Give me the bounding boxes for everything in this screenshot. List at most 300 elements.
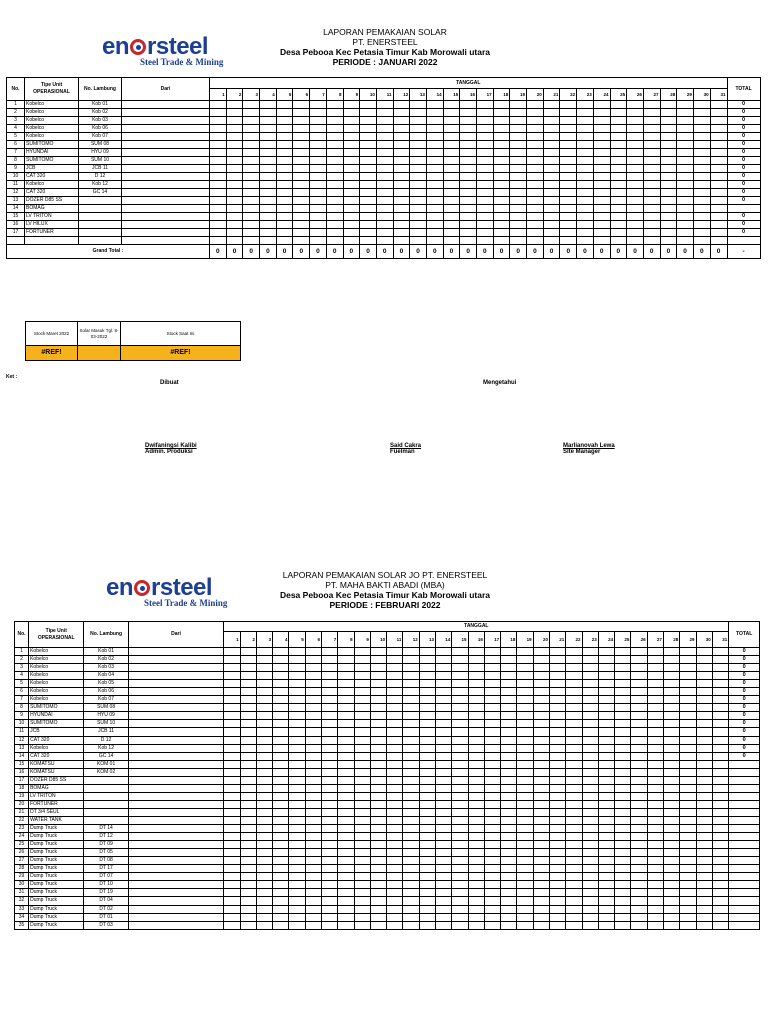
day-cell [338, 808, 354, 816]
day-cell [647, 808, 663, 816]
day-cell [403, 921, 419, 929]
day-cell [484, 656, 500, 664]
row-no-lambung: D 12 [84, 736, 128, 744]
day-cell [240, 849, 256, 857]
day-cell [260, 133, 277, 141]
day-cell [493, 181, 510, 189]
day-cell [527, 189, 544, 197]
day-cell [256, 921, 272, 929]
day-cell [419, 881, 435, 889]
day-cell [322, 800, 338, 808]
day-cell [680, 728, 696, 736]
day-cell [663, 825, 679, 833]
day-cell [517, 841, 533, 849]
table-row [15, 816, 760, 824]
table-row [15, 865, 760, 873]
day-cell [338, 760, 354, 768]
day-cell [310, 213, 327, 221]
day-cell [256, 841, 272, 849]
day-cell [256, 913, 272, 921]
day-cell [477, 181, 494, 189]
day-cell [677, 221, 694, 229]
day-cell [712, 680, 729, 688]
day-cell [305, 825, 321, 833]
day-cell [256, 800, 272, 808]
day-cell [468, 784, 484, 792]
day-cell [256, 720, 272, 728]
day-cell [293, 181, 310, 189]
row-no-lambung: DT 08 [84, 857, 128, 865]
day-cell [663, 849, 679, 857]
day-cell [533, 881, 549, 889]
row-dari [128, 897, 224, 905]
day-cell [426, 165, 443, 173]
row-total [729, 792, 760, 800]
day-cell [710, 141, 727, 149]
grand-total-day: 0 [593, 244, 610, 258]
day-cell [403, 913, 419, 921]
day-cell [501, 792, 517, 800]
day-cell [326, 109, 343, 117]
day-cell [677, 229, 694, 237]
blank-cell [276, 237, 293, 245]
day-cell [663, 720, 679, 728]
day-cell [663, 784, 679, 792]
day-cell [693, 133, 710, 141]
day-cell [443, 197, 460, 205]
day-cell [643, 133, 660, 141]
day-cell [712, 664, 729, 672]
signatory-fuelman-role: Fuelman [390, 449, 415, 455]
day-cell [660, 221, 677, 229]
day-cell [517, 784, 533, 792]
table-row [7, 157, 761, 165]
day-cell [426, 117, 443, 125]
day-cell [322, 696, 338, 704]
day-cell [680, 744, 696, 752]
day-cell [224, 720, 240, 728]
day-cell [289, 704, 305, 712]
day-cell [393, 197, 410, 205]
grand-total-day: 0 [543, 244, 560, 258]
day-cell [273, 865, 289, 873]
day-cell [710, 229, 727, 237]
day-cell [680, 752, 696, 760]
row-no: 12 [7, 189, 25, 197]
table-row [7, 205, 761, 213]
day-cell [663, 792, 679, 800]
day-cell [260, 141, 277, 149]
day-cell [354, 720, 370, 728]
day-header: 27 [643, 89, 660, 101]
day-cell [615, 664, 631, 672]
day-cell [260, 117, 277, 125]
header-tanggal: TANGGAL [224, 622, 729, 632]
day-cell [696, 889, 712, 897]
day-cell [436, 913, 452, 921]
day-cell [677, 133, 694, 141]
day-cell [370, 913, 386, 921]
day-cell [326, 229, 343, 237]
day-cell [360, 133, 377, 141]
day-cell [354, 873, 370, 881]
day-cell [517, 825, 533, 833]
day-cell [582, 720, 598, 728]
table-row [7, 213, 761, 221]
row-no: 3 [15, 664, 29, 672]
day-cell [647, 897, 663, 905]
day-cell [527, 197, 544, 205]
day-cell [210, 189, 227, 197]
day-cell [224, 897, 240, 905]
day-cell [615, 680, 631, 688]
day-cell [376, 189, 393, 197]
day-cell [643, 229, 660, 237]
day-cell [370, 720, 386, 728]
row-no-lambung [84, 800, 128, 808]
day-cell [343, 213, 360, 221]
day-cell [443, 109, 460, 117]
day-cell [468, 720, 484, 728]
day-cell [393, 221, 410, 229]
day-cell [243, 125, 260, 133]
day-cell [527, 165, 544, 173]
table-row [15, 921, 760, 929]
day-cell [305, 768, 321, 776]
day-cell [426, 213, 443, 221]
day-cell [273, 881, 289, 889]
row-no: 18 [15, 784, 29, 792]
row-dari [122, 213, 210, 221]
day-cell [403, 736, 419, 744]
day-cell [210, 133, 227, 141]
row-total [727, 205, 760, 213]
day-cell [256, 881, 272, 889]
day-cell [452, 744, 468, 752]
day-cell [615, 889, 631, 897]
table-row [15, 672, 760, 680]
day-cell [243, 229, 260, 237]
grand-total-day: 0 [510, 244, 527, 258]
day-cell [712, 897, 729, 905]
day-cell [510, 173, 527, 181]
day-cell [426, 149, 443, 157]
day-cell [593, 189, 610, 197]
day-cell [322, 688, 338, 696]
day-cell [387, 800, 403, 808]
day-cell [338, 825, 354, 833]
day-cell [387, 664, 403, 672]
row-total [729, 808, 760, 816]
day-cell [370, 760, 386, 768]
row-dari [128, 913, 224, 921]
day-cell [322, 744, 338, 752]
day-cell [566, 696, 582, 704]
day-cell [696, 841, 712, 849]
day-cell [305, 873, 321, 881]
day-cell [273, 792, 289, 800]
day-cell [549, 873, 565, 881]
day-cell [615, 712, 631, 720]
day-cell [260, 165, 277, 173]
day-cell [615, 849, 631, 857]
day-header: 4 [273, 632, 289, 648]
day-cell [560, 213, 577, 221]
day-cell [493, 229, 510, 237]
row-no-lambung: SUM 10 [84, 720, 128, 728]
day-cell [560, 229, 577, 237]
day-cell [501, 816, 517, 824]
row-dari [122, 133, 210, 141]
day-cell [293, 173, 310, 181]
day-cell [322, 905, 338, 913]
day-cell [647, 720, 663, 728]
day-cell [326, 189, 343, 197]
day-cell [598, 712, 614, 720]
day-header: 28 [660, 89, 677, 101]
row-dari [128, 816, 224, 824]
row-no: 16 [7, 221, 25, 229]
row-no-lambung: Kob 06 [84, 688, 128, 696]
day-cell [360, 165, 377, 173]
day-cell [410, 109, 427, 117]
day-cell [560, 181, 577, 189]
row-total: 0 [727, 101, 760, 109]
day-cell [468, 857, 484, 865]
day-cell [615, 913, 631, 921]
day-cell [660, 101, 677, 109]
day-cell [468, 841, 484, 849]
stock-header-march: Stock Maret 2022 [26, 322, 78, 346]
day-cell [660, 205, 677, 213]
row-tipe-unit: SUMITOMO [25, 141, 79, 149]
blank-cell [443, 237, 460, 245]
day-cell [543, 221, 560, 229]
day-cell [533, 752, 549, 760]
day-cell [426, 125, 443, 133]
blank-cell [393, 237, 410, 245]
day-cell [452, 728, 468, 736]
day-cell [387, 752, 403, 760]
mengetahui-label: Mengetahui [483, 380, 517, 386]
day-cell [322, 768, 338, 776]
day-cell [680, 913, 696, 921]
day-cell [452, 825, 468, 833]
row-no-lambung: Kob 12 [84, 744, 128, 752]
day-cell [631, 905, 647, 913]
day-cell [631, 825, 647, 833]
day-cell [452, 889, 468, 897]
day-cell [566, 913, 582, 921]
day-cell [517, 857, 533, 865]
day-cell [354, 736, 370, 744]
day-cell [663, 800, 679, 808]
row-total: 0 [729, 672, 760, 680]
day-cell [224, 889, 240, 897]
day-cell [593, 173, 610, 181]
day-cell [468, 913, 484, 921]
stock-value-incoming [78, 346, 121, 361]
row-total: 0 [727, 109, 760, 117]
day-cell [393, 173, 410, 181]
day-cell [598, 664, 614, 672]
day-cell [533, 921, 549, 929]
day-header: 10 [360, 89, 377, 101]
row-dari [128, 696, 224, 704]
day-cell [549, 897, 565, 905]
day-cell [273, 776, 289, 784]
table-row [15, 712, 760, 720]
day-cell [243, 197, 260, 205]
day-cell [712, 889, 729, 897]
day-cell [517, 897, 533, 905]
day-cell [598, 921, 614, 929]
day-cell [289, 857, 305, 865]
day-cell [210, 181, 227, 189]
day-cell [403, 873, 419, 881]
day-cell [240, 680, 256, 688]
day-cell [615, 784, 631, 792]
day-cell [226, 205, 243, 213]
row-total: 0 [727, 125, 760, 133]
day-cell [403, 728, 419, 736]
day-cell [370, 905, 386, 913]
day-cell [273, 833, 289, 841]
day-cell [517, 913, 533, 921]
row-tipe-unit: Kobelco [29, 664, 84, 672]
day-cell [310, 117, 327, 125]
row-total: 0 [729, 736, 760, 744]
day-cell [517, 776, 533, 784]
header-no-lambung: No. Lambung [84, 622, 128, 648]
day-cell [543, 117, 560, 125]
day-cell [484, 736, 500, 744]
day-cell [610, 189, 627, 197]
day-cell [517, 873, 533, 881]
day-cell [387, 921, 403, 929]
day-cell [326, 117, 343, 125]
day-cell [260, 157, 277, 165]
enersteel-logo-2 [106, 576, 227, 608]
day-cell [712, 768, 729, 776]
day-cell [338, 728, 354, 736]
table-row [15, 704, 760, 712]
header-total: TOTAL [729, 622, 760, 648]
row-tipe-unit: FORTUNER [25, 229, 79, 237]
day-cell [533, 672, 549, 680]
day-cell [419, 752, 435, 760]
day-cell [370, 873, 386, 881]
day-cell [663, 865, 679, 873]
row-tipe-unit: Kobelco [25, 133, 79, 141]
day-cell [224, 712, 240, 720]
day-cell [403, 680, 419, 688]
day-cell [566, 921, 582, 929]
day-cell [436, 841, 452, 849]
day-cell [452, 849, 468, 857]
day-cell [289, 720, 305, 728]
logo2-subtitle: Steel Trade & Mining [144, 598, 228, 608]
row-tipe-unit: Dump Truck [29, 913, 84, 921]
day-cell [322, 784, 338, 792]
row-no-lambung: D 12 [79, 173, 122, 181]
day-cell [240, 800, 256, 808]
day-cell [693, 197, 710, 205]
report2-title [270, 570, 500, 610]
day-cell [680, 816, 696, 824]
day-cell [419, 792, 435, 800]
day-cell [419, 696, 435, 704]
day-cell [593, 109, 610, 117]
day-cell [387, 784, 403, 792]
day-cell [631, 816, 647, 824]
day-cell [680, 680, 696, 688]
day-cell [582, 849, 598, 857]
row-total: 0 [729, 752, 760, 760]
day-cell [410, 229, 427, 237]
day-cell [338, 704, 354, 712]
blank-cell [293, 237, 310, 245]
day-header: 12 [393, 89, 410, 101]
day-cell [410, 173, 427, 181]
day-cell [240, 865, 256, 873]
day-cell [593, 125, 610, 133]
day-cell [403, 833, 419, 841]
day-cell [305, 736, 321, 744]
day-cell [224, 736, 240, 744]
day-cell [663, 808, 679, 816]
day-cell [484, 712, 500, 720]
day-header: 14 [436, 632, 452, 648]
day-cell [566, 841, 582, 849]
row-total: 0 [729, 680, 760, 688]
day-cell [615, 865, 631, 873]
table-row [15, 881, 760, 889]
day-cell [598, 881, 614, 889]
day-cell [484, 776, 500, 784]
day-cell [517, 792, 533, 800]
table-row [7, 165, 761, 173]
day-cell [560, 125, 577, 133]
day-cell [289, 913, 305, 921]
row-dari [128, 760, 224, 768]
day-cell [680, 897, 696, 905]
row-total: 0 [727, 141, 760, 149]
day-cell [452, 752, 468, 760]
day-cell [403, 648, 419, 656]
day-cell [436, 905, 452, 913]
day-cell [354, 841, 370, 849]
day-cell [712, 776, 729, 784]
day-cell [631, 720, 647, 728]
day-cell [647, 816, 663, 824]
day-cell [310, 173, 327, 181]
day-cell [510, 197, 527, 205]
day-cell [338, 672, 354, 680]
table-row [15, 808, 760, 816]
day-cell [631, 881, 647, 889]
day-cell [322, 808, 338, 816]
day-cell [460, 205, 477, 213]
day-cell [305, 656, 321, 664]
day-cell [354, 825, 370, 833]
table-row [15, 696, 760, 704]
day-cell [289, 648, 305, 656]
day-cell [593, 213, 610, 221]
day-cell [582, 808, 598, 816]
day-cell [663, 905, 679, 913]
day-cell [338, 712, 354, 720]
